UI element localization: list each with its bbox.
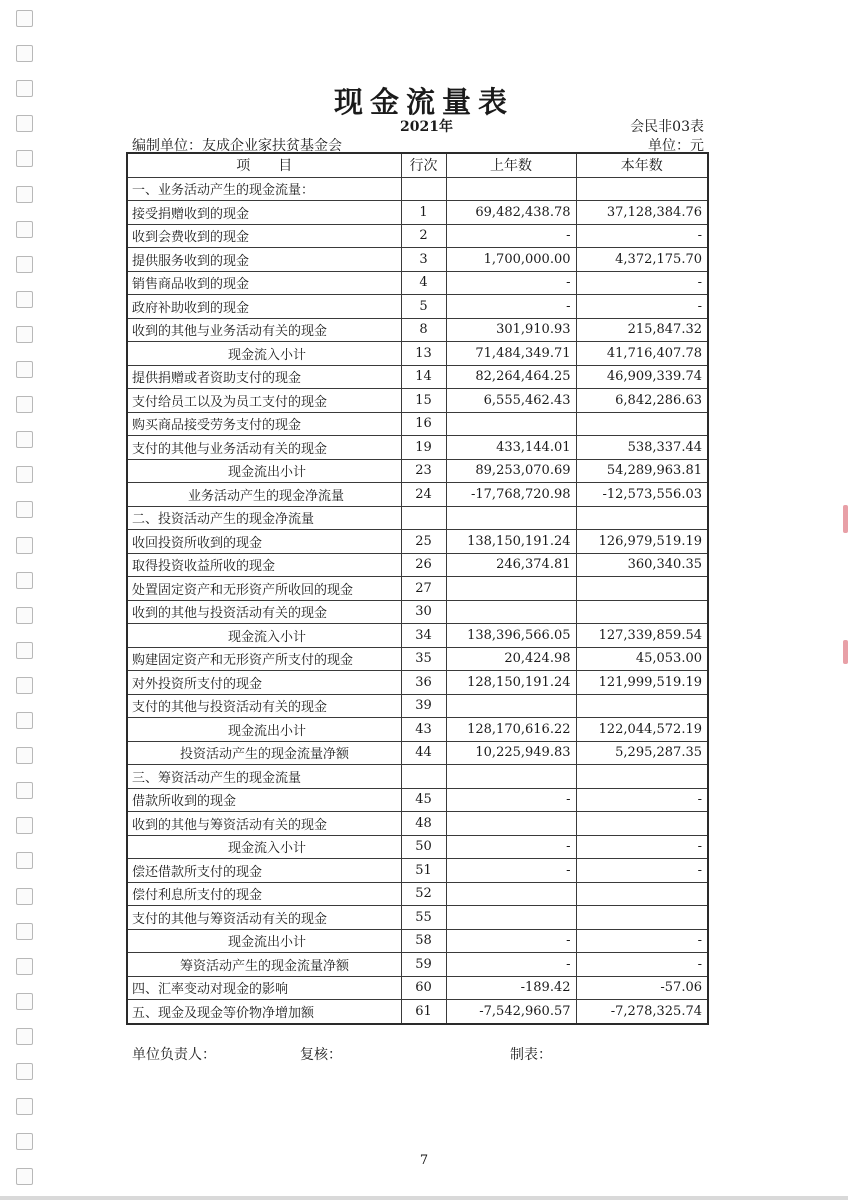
row-curr-year <box>576 412 708 436</box>
row-prev-year: 10,225,949.83 <box>446 741 576 765</box>
row-item: 提供服务收到的现金 <box>127 248 401 272</box>
binding-hole <box>16 431 33 448</box>
row-curr-year <box>576 765 708 789</box>
row-line-no: 44 <box>401 741 446 765</box>
row-prev-year: 6,555,462.43 <box>446 389 576 413</box>
table-row <box>127 882 708 906</box>
row-item: 偿付利息所支付的现金 <box>127 882 401 906</box>
row-prev-year: 71,484,349.71 <box>446 342 576 366</box>
row-item: 三、筹资活动产生的现金流量 <box>127 765 401 789</box>
row-line-no: 51 <box>401 859 446 883</box>
row-item: 收到的其他与投资活动有关的现金 <box>127 600 401 624</box>
row-line-no: 26 <box>401 553 446 577</box>
row-line-no: 59 <box>401 953 446 977</box>
binding-hole <box>16 607 33 624</box>
table-row <box>127 201 708 225</box>
row-prev-year <box>446 506 576 530</box>
row-item: 处置固定资产和无形资产所收回的现金 <box>127 577 401 601</box>
row-prev-year: 138,396,566.05 <box>446 624 576 648</box>
binding-hole <box>16 466 33 483</box>
binding-hole <box>16 396 33 413</box>
row-prev-year: 138,150,191.24 <box>446 530 576 554</box>
row-prev-year: 1,700,000.00 <box>446 248 576 272</box>
row-line-no: 27 <box>401 577 446 601</box>
binding-hole <box>16 291 33 308</box>
binding-hole <box>16 572 33 589</box>
row-line-no: 2 <box>401 224 446 248</box>
row-line-no: 45 <box>401 788 446 812</box>
row-curr-year <box>576 177 708 201</box>
row-curr-year: 538,337.44 <box>576 436 708 460</box>
row-item: 政府补助收到的现金 <box>127 295 401 319</box>
row-line-no: 4 <box>401 271 446 295</box>
table-row <box>127 342 708 366</box>
row-curr-year: 121,999,519.19 <box>576 671 708 695</box>
row-item: 现金流出小计 <box>127 459 401 483</box>
row-prev-year: - <box>446 788 576 812</box>
binding-hole <box>16 1098 33 1115</box>
binding-hole <box>16 326 33 343</box>
row-item: 现金流入小计 <box>127 342 401 366</box>
table-row <box>127 765 708 789</box>
row-prev-year: -17,768,720.98 <box>446 483 576 507</box>
row-line-no: 3 <box>401 248 446 272</box>
row-curr-year <box>576 906 708 930</box>
table-row <box>127 530 708 554</box>
row-item: 支付的其他与筹资活动有关的现金 <box>127 906 401 930</box>
row-curr-year: -7,278,325.74 <box>576 1000 708 1024</box>
binding-hole <box>16 993 33 1010</box>
row-line-no: 15 <box>401 389 446 413</box>
page-number: 7 <box>419 1153 429 1168</box>
table-row <box>127 788 708 812</box>
row-prev-year <box>446 577 576 601</box>
row-curr-year: - <box>576 295 708 319</box>
binding-hole <box>16 817 33 834</box>
row-prev-year: - <box>446 835 576 859</box>
row-item: 收到的其他与业务活动有关的现金 <box>127 318 401 342</box>
organization-label: 编制单位：友成企业家扶贫基金会 <box>132 138 342 154</box>
row-line-no: 39 <box>401 694 446 718</box>
row-line-no: 60 <box>401 976 446 1000</box>
row-curr-year: - <box>576 859 708 883</box>
row-item: 收到的其他与筹资活动有关的现金 <box>127 812 401 836</box>
row-line-no: 8 <box>401 318 446 342</box>
table-row <box>127 412 708 436</box>
row-item: 偿还借款所支付的现金 <box>127 859 401 883</box>
row-curr-year <box>576 577 708 601</box>
row-line-no: 52 <box>401 882 446 906</box>
row-curr-year: 4,372,175.70 <box>576 248 708 272</box>
row-curr-year: 215,847.32 <box>576 318 708 342</box>
table-row <box>127 271 708 295</box>
row-line-no <box>401 177 446 201</box>
table-row <box>127 483 708 507</box>
row-line-no: 1 <box>401 201 446 225</box>
row-line-no: 55 <box>401 906 446 930</box>
row-item: 二、投资活动产生的现金净流量 <box>127 506 401 530</box>
row-line-no: 34 <box>401 624 446 648</box>
row-prev-year: - <box>446 953 576 977</box>
row-curr-year <box>576 600 708 624</box>
row-item: 现金流出小计 <box>127 929 401 953</box>
header-prev-year: 上年数 <box>446 153 576 177</box>
row-line-no: 24 <box>401 483 446 507</box>
row-line-no: 58 <box>401 929 446 953</box>
row-line-no <box>401 506 446 530</box>
row-item: 收到会费收到的现金 <box>127 224 401 248</box>
row-curr-year: 54,289,963.81 <box>576 459 708 483</box>
binding-hole <box>16 221 33 238</box>
row-line-no: 43 <box>401 718 446 742</box>
row-item: 销售商品收到的现金 <box>127 271 401 295</box>
row-line-no: 50 <box>401 835 446 859</box>
row-curr-year <box>576 506 708 530</box>
row-item: 现金流入小计 <box>127 835 401 859</box>
row-line-no: 14 <box>401 365 446 389</box>
row-item: 投资活动产生的现金流量净额 <box>127 741 401 765</box>
table-row <box>127 248 708 272</box>
table-row <box>127 459 708 483</box>
binding-hole <box>16 45 33 62</box>
table-row <box>127 741 708 765</box>
row-item: 五、现金及现金等价物净增加额 <box>127 1000 401 1024</box>
row-prev-year <box>446 412 576 436</box>
row-line-no: 19 <box>401 436 446 460</box>
row-curr-year: - <box>576 929 708 953</box>
form-code: 会民非03表 <box>630 119 704 135</box>
row-prev-year <box>446 812 576 836</box>
binding-hole <box>16 537 33 554</box>
table-row <box>127 647 708 671</box>
page-edge <box>0 1196 848 1200</box>
binding-hole <box>16 888 33 905</box>
row-prev-year: - <box>446 859 576 883</box>
responsible-label: 单位负责人： <box>132 1047 216 1063</box>
row-line-no: 36 <box>401 671 446 695</box>
row-prev-year: 128,150,191.24 <box>446 671 576 695</box>
row-item: 支付的其他与业务活动有关的现金 <box>127 436 401 460</box>
row-item: 现金流入小计 <box>127 624 401 648</box>
table-row <box>127 929 708 953</box>
row-curr-year: 5,295,287.35 <box>576 741 708 765</box>
table-row <box>127 436 708 460</box>
binding-hole <box>16 186 33 203</box>
row-curr-year: 122,044,572.19 <box>576 718 708 742</box>
binding-hole <box>16 361 33 378</box>
row-item: 取得投资收益所收的现金 <box>127 553 401 577</box>
table-row <box>127 600 708 624</box>
row-curr-year: 6,842,286.63 <box>576 389 708 413</box>
row-item: 购建固定资产和无形资产所支付的现金 <box>127 647 401 671</box>
row-line-no: 35 <box>401 647 446 671</box>
table-row <box>127 718 708 742</box>
binding-hole <box>16 256 33 273</box>
row-prev-year: - <box>446 295 576 319</box>
currency-unit: 单位：元 <box>648 138 704 154</box>
preparer-label: 制表： <box>510 1047 552 1063</box>
table-row <box>127 577 708 601</box>
header-line-no: 行次 <box>401 153 446 177</box>
binding-hole <box>16 150 33 167</box>
row-prev-year: -189.42 <box>446 976 576 1000</box>
binding-hole <box>16 1168 33 1185</box>
binding-hole <box>16 501 33 518</box>
binding-hole <box>16 677 33 694</box>
row-curr-year: 45,053.00 <box>576 647 708 671</box>
row-item: 提供捐赠或者资助支付的现金 <box>127 365 401 389</box>
row-line-no: 30 <box>401 600 446 624</box>
row-prev-year <box>446 177 576 201</box>
table-row <box>127 976 708 1000</box>
row-prev-year <box>446 600 576 624</box>
binding-hole <box>16 747 33 764</box>
row-item: 现金流出小计 <box>127 718 401 742</box>
row-item: 借款所收到的现金 <box>127 788 401 812</box>
table-row <box>127 624 708 648</box>
binding-hole <box>16 10 33 27</box>
table-row <box>127 224 708 248</box>
row-item: 业务活动产生的现金净流量 <box>127 483 401 507</box>
row-curr-year: - <box>576 788 708 812</box>
row-curr-year: 126,979,519.19 <box>576 530 708 554</box>
row-prev-year: - <box>446 929 576 953</box>
row-item: 购买商品接受劳务支付的现金 <box>127 412 401 436</box>
row-curr-year: 41,716,407.78 <box>576 342 708 366</box>
row-prev-year: - <box>446 224 576 248</box>
binding-hole <box>16 958 33 975</box>
row-line-no: 5 <box>401 295 446 319</box>
seal-edge-mark <box>843 505 848 533</box>
binding-hole <box>16 852 33 869</box>
report-year: 2021年 <box>400 119 453 135</box>
row-prev-year: 246,374.81 <box>446 553 576 577</box>
row-prev-year: 433,144.01 <box>446 436 576 460</box>
row-curr-year: 37,128,384.76 <box>576 201 708 225</box>
row-line-no: 23 <box>401 459 446 483</box>
binding-hole <box>16 712 33 729</box>
row-curr-year <box>576 812 708 836</box>
page-title: 现金流量表 <box>333 85 514 119</box>
row-line-no: 61 <box>401 1000 446 1024</box>
row-line-no <box>401 765 446 789</box>
table-row <box>127 506 708 530</box>
row-line-no: 16 <box>401 412 446 436</box>
row-item: 接受捐赠收到的现金 <box>127 201 401 225</box>
row-curr-year: 127,339,859.54 <box>576 624 708 648</box>
header-item: 项 目 <box>127 153 401 177</box>
table-header-row <box>127 153 708 177</box>
row-curr-year: -57.06 <box>576 976 708 1000</box>
binding-hole <box>16 642 33 659</box>
binding-hole <box>16 782 33 799</box>
row-curr-year: -12,573,556.03 <box>576 483 708 507</box>
table-row <box>127 365 708 389</box>
row-item: 支付的其他与投资活动有关的现金 <box>127 694 401 718</box>
row-curr-year: 46,909,339.74 <box>576 365 708 389</box>
row-curr-year: - <box>576 271 708 295</box>
row-prev-year: 20,424.98 <box>446 647 576 671</box>
table-row <box>127 906 708 930</box>
table-row <box>127 1000 708 1024</box>
row-prev-year <box>446 694 576 718</box>
row-prev-year <box>446 906 576 930</box>
row-prev-year: 69,482,438.78 <box>446 201 576 225</box>
binding-hole <box>16 1063 33 1080</box>
row-prev-year: 89,253,070.69 <box>446 459 576 483</box>
row-curr-year: - <box>576 835 708 859</box>
row-line-no: 13 <box>401 342 446 366</box>
table-row <box>127 835 708 859</box>
row-item: 对外投资所支付的现金 <box>127 671 401 695</box>
row-prev-year: 301,910.93 <box>446 318 576 342</box>
row-curr-year: 360,340.35 <box>576 553 708 577</box>
row-item: 支付给员工以及为员工支付的现金 <box>127 389 401 413</box>
row-item: 筹资活动产生的现金流量净额 <box>127 953 401 977</box>
binding-holes <box>16 10 36 1190</box>
row-prev-year: -7,542,960.57 <box>446 1000 576 1024</box>
row-prev-year: - <box>446 271 576 295</box>
row-curr-year <box>576 882 708 906</box>
row-curr-year: - <box>576 224 708 248</box>
binding-hole <box>16 923 33 940</box>
seal-edge-mark <box>843 640 848 664</box>
row-curr-year: - <box>576 953 708 977</box>
header-curr-year: 本年数 <box>576 153 708 177</box>
table-row <box>127 553 708 577</box>
table-row <box>127 295 708 319</box>
binding-hole <box>16 1028 33 1045</box>
table-row <box>127 812 708 836</box>
table-row <box>127 694 708 718</box>
reviewer-label: 复核： <box>300 1047 342 1063</box>
row-item: 一、业务活动产生的现金流量： <box>127 177 401 201</box>
binding-hole <box>16 1133 33 1150</box>
table-row <box>127 671 708 695</box>
table-row <box>127 318 708 342</box>
row-item: 收回投资所收到的现金 <box>127 530 401 554</box>
table-row <box>127 177 708 201</box>
row-prev-year <box>446 882 576 906</box>
row-curr-year <box>576 694 708 718</box>
row-line-no: 25 <box>401 530 446 554</box>
table-row <box>127 389 708 413</box>
row-line-no: 48 <box>401 812 446 836</box>
row-prev-year <box>446 765 576 789</box>
row-prev-year: 82,264,464.25 <box>446 365 576 389</box>
table-row <box>127 859 708 883</box>
row-item: 四、汇率变动对现金的影响 <box>127 976 401 1000</box>
row-prev-year: 128,170,616.22 <box>446 718 576 742</box>
cash-flow-table <box>126 152 709 1025</box>
table-row <box>127 953 708 977</box>
